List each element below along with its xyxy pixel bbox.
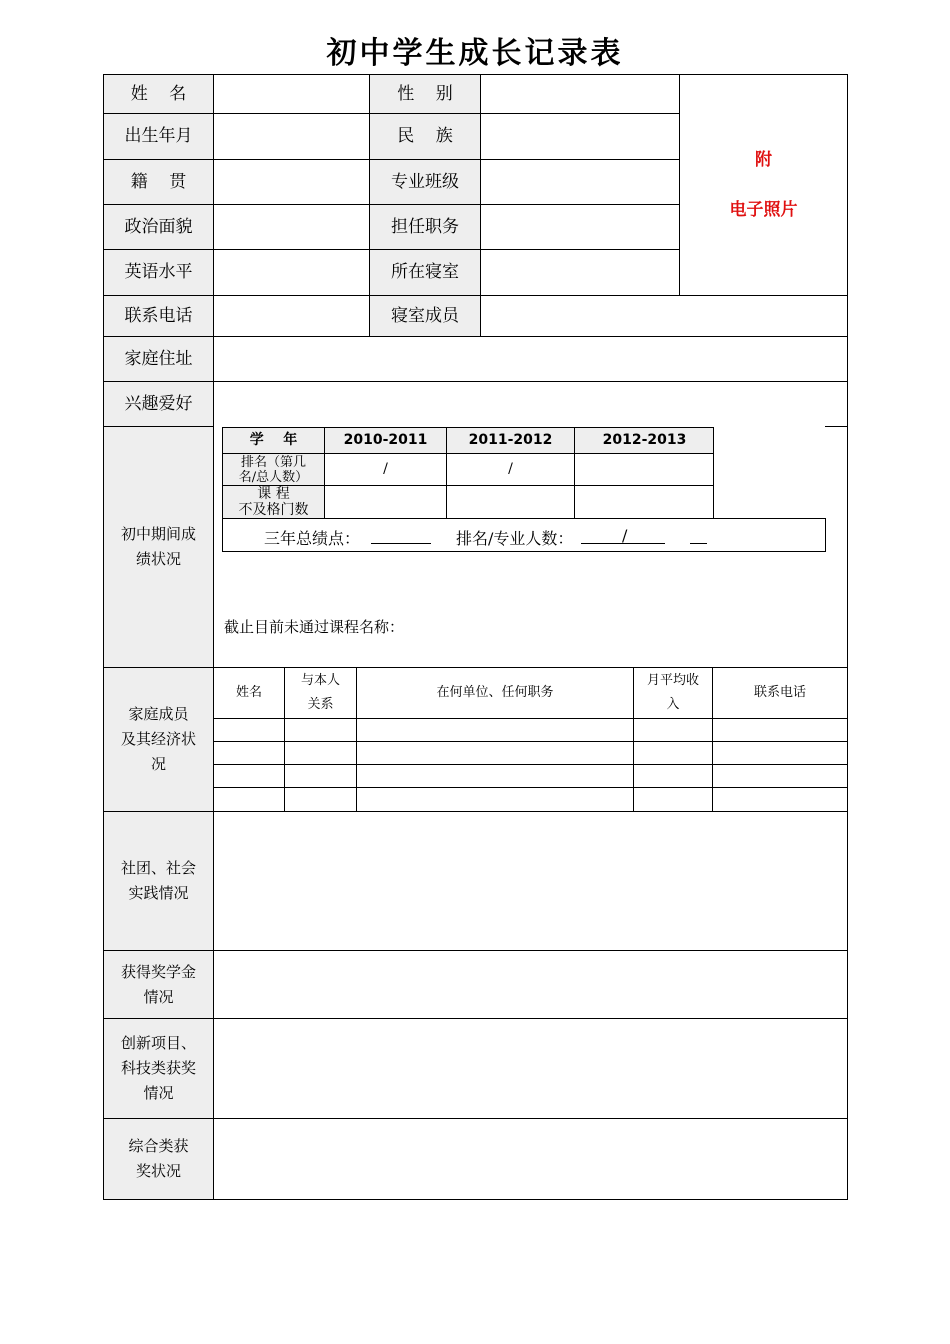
address-label: 家庭住址 [124,348,193,369]
rank-value-2: / [508,461,513,477]
family-col-phone: 联系电话 [753,685,806,700]
family-col-employer: 在何单位、任何职务 [436,685,554,700]
major-class-label: 专业班级 [391,171,459,192]
clubs-practice-label: 社团、社会 实践情况 [120,859,196,902]
failed-courses-label: 截止目前未通过课程名称： [224,618,405,636]
gender-label: 性 别 [397,83,453,104]
rank-major-slash: / [622,526,628,545]
grades-section-label: 初中期间成 绩状况 [120,525,196,568]
comprehensive-awards-label: 综合类获 奖状况 [128,1137,189,1180]
year-header: 学 年 [249,432,298,448]
photo-label: 电子照片 [729,199,798,220]
photo-attach-label: 附 [755,149,772,170]
political-status-label: 政治面貌 [124,216,193,237]
dormitory-label: 所在寝室 [391,262,459,282]
year-2012-2013: 2012-2013 [602,432,687,448]
ethnicity-label: 民 族 [397,126,453,146]
year-2010-2011: 2010-2011 [343,432,428,448]
total-gpa-blank [371,543,431,544]
trailing-blank [690,543,707,544]
innovation-awards-label: 创新项目、 科技类获奖 情况 [120,1034,196,1102]
birth-label: 出生年月 [124,126,193,146]
name-label: 姓 名 [130,83,187,104]
phone-label: 联系电话 [124,305,193,326]
fail-count-label: 课 程 不及格门数 [238,486,309,518]
scholarship-label: 获得奖学金 情况 [120,962,196,1006]
family-col-name: 姓名 [235,685,262,700]
family-section-label: 家庭成员 及其经济状 况 [120,705,196,773]
page-title: 初中学生成长记录表 [326,36,624,71]
dorm-members-label: 寝室成员 [391,305,459,326]
hobbies-label: 兴趣爱好 [124,393,193,414]
rank-value-3 [575,454,714,485]
english-level-label: 英语水平 [124,262,193,282]
family-col-income: 月平均收 入 [646,673,699,712]
position-label: 担任职务 [391,216,459,237]
rank-value-1: / [383,461,388,477]
family-col-relation: 与本人 关系 [300,673,340,712]
total-gpa-label: 三年总绩点： [264,529,361,548]
year-2011-2012: 2011-2012 [468,432,553,448]
native-place-label: 籍 贯 [130,171,187,192]
rank-major-label: 排名/专业人数： [456,529,574,548]
rank-label: 排名（第几 名/总人数） [238,454,309,485]
